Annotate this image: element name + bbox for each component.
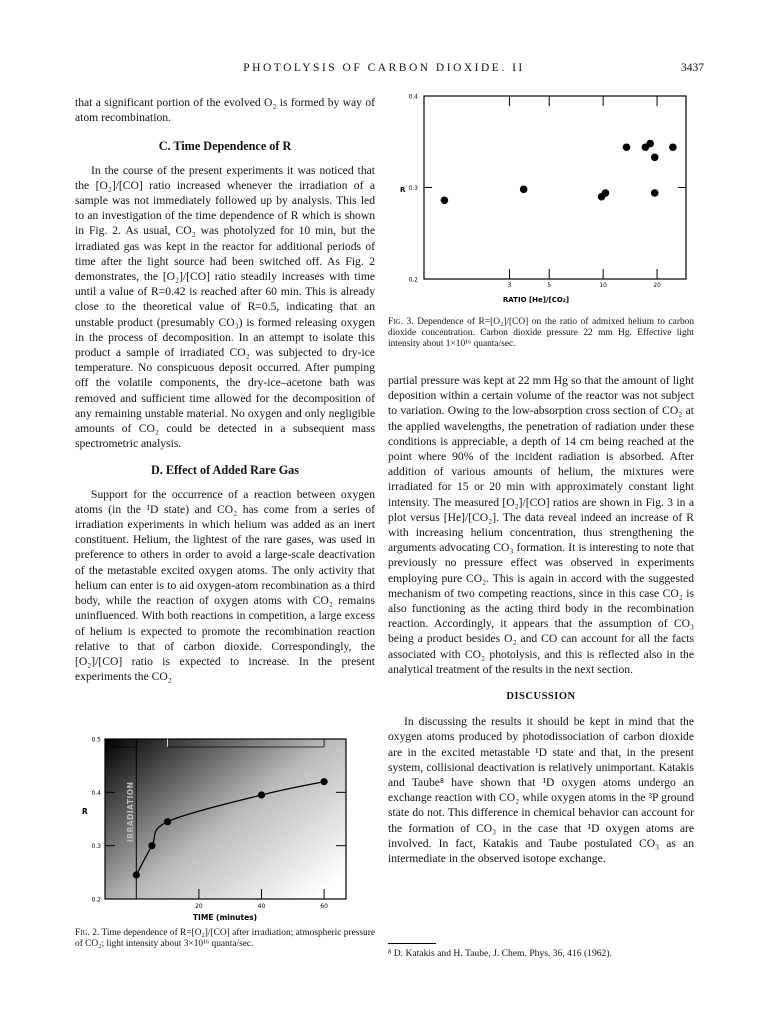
- axis-labels: [408, 94, 661, 290]
- figure-3-chart: [388, 88, 698, 310]
- right-column: [388, 373, 694, 866]
- x-tick-label: 3: [507, 283, 512, 289]
- x-tick-label: 20: [653, 283, 661, 289]
- y-tick-label: 0.2: [408, 276, 418, 284]
- footnote: ⁸ D. Katakis and H. Taube, J. Chem. Phys. 36, 416 (1962).: [388, 948, 612, 959]
- data-point: [651, 189, 659, 197]
- paragraph-d1: Support for the occurrence of a reaction between oxygen atoms (in the ¹D state) and CO₂ has come from a series of irradiation experiments in which helium was added as an inert constituent. Helium, the lightest of the rare gases, was used in preference to others in order to avoid a large-scale deactivation of the metastable excited oxygen atoms. The only activity that helium can enter is to aid oxygen-atom recombination as a third body, while the reaction of oxygen atoms with CO₂ remains uninfluenced. With both reactions in competition, a large excess of helium is expected to promote the recombination reaction relative to that of carbon dioxide. Correspondingly, the [O₂]/[CO] ratio is expected to increase. In the present experiments the CO₂: [75, 487, 375, 684]
- y-tick-label: 0.5: [91, 736, 101, 744]
- data-point: [164, 818, 171, 825]
- data-point: [133, 871, 140, 878]
- data-point: [148, 842, 155, 849]
- x-tick-label: 60: [320, 903, 328, 910]
- y-tick-label: 0.3: [91, 843, 101, 851]
- data-point: [441, 197, 449, 205]
- y-tick-label: 0.2: [91, 896, 101, 904]
- data-point: [651, 154, 659, 162]
- x-tick-label: 40: [257, 903, 266, 910]
- data-point: [623, 143, 631, 151]
- running-header: [0, 62, 768, 78]
- figure-3-caption: [388, 317, 694, 350]
- figure-2-caption-text: Time dependence of R=[O₂]/[CO] after irradiation; atmospheric pressure of CO₂; light intensity about 3×10¹⁶ quanta/sec.: [75, 928, 376, 949]
- y-tick-label: 0.3: [408, 185, 418, 192]
- axis-ticks: [424, 96, 686, 279]
- discussion-paragraph: In discussing the results it should be kept in mind that the oxygen atoms produced by photodissociation of carbon dioxide are in the excited metastable ¹D state and that, in the present system, collisional deactivation is relatively unimportant. Katakis and Taube⁸ have shown that ¹D oxygen atoms undergo an exchange reaction with CO₂ while oxygen atoms in the ³P ground state do not. This difference in chemical behavior can account for the formation of CO₃ in the case that ¹D oxygen atoms are involved. In fact, Katakis and Taube postulated CO₃ as an intermediate in the observed isotope exchange.: [388, 715, 694, 866]
- figure-3-label: Fig. 3.: [388, 317, 414, 327]
- running-title: PHOTOLYSIS OF CARBON DIOXIDE. II: [243, 62, 525, 74]
- discussion-heading: DISCUSSION: [506, 691, 576, 703]
- data-point: [669, 143, 677, 151]
- figure-2-caption: [75, 928, 375, 950]
- figure-2-chart: [78, 730, 378, 926]
- y-tick-label: 0.4: [408, 93, 418, 101]
- data-point: [320, 778, 327, 785]
- irradiation-label: IRRADIATION: [126, 781, 135, 842]
- data-point: [520, 186, 528, 194]
- figure-3-caption-text: Dependence of R=[O₂]/[CO] on the ratio of admixed helium to carbon dioxide concentration. Carbon dioxide pressure 22 mm Hg. Effective light intensity about 1×10¹⁶ quanta/sec.: [388, 317, 695, 349]
- irradiation-shading: [105, 739, 346, 899]
- fig3-ylabel: R: [400, 186, 406, 194]
- plot-frame: [424, 96, 686, 279]
- fig3-xlabel: RATIO [He]/[CO₂]: [502, 296, 570, 304]
- data-point: [602, 189, 610, 197]
- section-heading-d: D. Effect of Added Rare Gas: [150, 463, 300, 478]
- section-heading-c: C. Time Dependence of R: [158, 139, 292, 154]
- data-points: [441, 140, 677, 204]
- page-number: 3437: [681, 62, 704, 74]
- data-point: [258, 791, 265, 798]
- footnote-rule: [388, 943, 436, 944]
- fig2-ylabel: R: [82, 807, 88, 816]
- fig2-xlabel: TIME (minutes): [192, 913, 258, 922]
- intro-paragraph: that a significant portion of the evolved O₂ is formed by way of atom recombination.: [75, 96, 375, 125]
- x-tick-label: 5: [547, 283, 552, 289]
- data-point: [646, 140, 654, 148]
- right-paragraph-1: partial pressure was kept at 22 mm Hg so that the amount of light deposition within a certain volume of the reactor was not subject to variation. Owing to the low-absorption cross section of CO₂ at the applied wavelengths, the penetration of radiation under these conditions is appreciable, a depth of 14 cm being reached at the point where 90% of the incident radiation is absorbed. After addition of various amounts of helium, the mixtures were irradiated for 15 or 20 min with approximately constant light intensity. The measured [O₂]/[CO] ratios are shown in Fig. 3 in a plot versus [He]/[CO₂]. The data reveal indeed an increase of R with increasing helium concentration, thus strengthening the arguments advocating CO₃ formation. It is interesting to note that previously no pressure effect was observed in experiments employing pure CO₂. This is again in accord with the suggested mechanism of two competing reactions, since in this case CO₂ is also functioning as the acting third body in the recombination reaction. Accordingly, it appears that the assumption of CO₃ being a product besides O₂ and CO can account for all the facts associated with CO₂ photolysis, and this is reflected also in the analytical treatment of the results in the next section.: [388, 374, 694, 676]
- x-tick-label: 10: [599, 283, 607, 289]
- y-tick-label: 0.4: [91, 789, 101, 797]
- left-column: [75, 95, 375, 684]
- x-tick-label: 20: [195, 903, 203, 910]
- paragraph-c1: In the course of the present experiments it was noticed that the [O₂]/[CO] ratio increased whenever the irradiation of a sample was not immediately followed up by analysis. This led to an investigation of the time dependence of R which is shown in Fig. 2. As usual, CO₂ was photolyzed for 10 min, but the irradiated gas was kept in the reactor for additional periods of time after the light source had been switched off. As Fig. 2 demonstrates, the [O₂]/[CO] ratio steadily increases with time until a value of R=0.42 is reached after 60 min. This is already close to the theoretical value of R=0.5, indicating that an unstable product (presumably CO₃) is formed releasing oxygen in the process of decomposition. In an attempt to isolate this product a sample of irradiated CO₂ was subjected to dry-ice temperature. No conspicuous deposit occurred. After pumping off the volatile components, the dry-ice–acetone bath was removed and sufficient time allowed for the decomposition of any remaining unstable material. No oxygen and only negligible amounts of CO₂ could be detected in a subsequent mass spectrometric analysis.: [75, 163, 375, 451]
- figure-2-label: Fig. 2.: [75, 928, 100, 938]
